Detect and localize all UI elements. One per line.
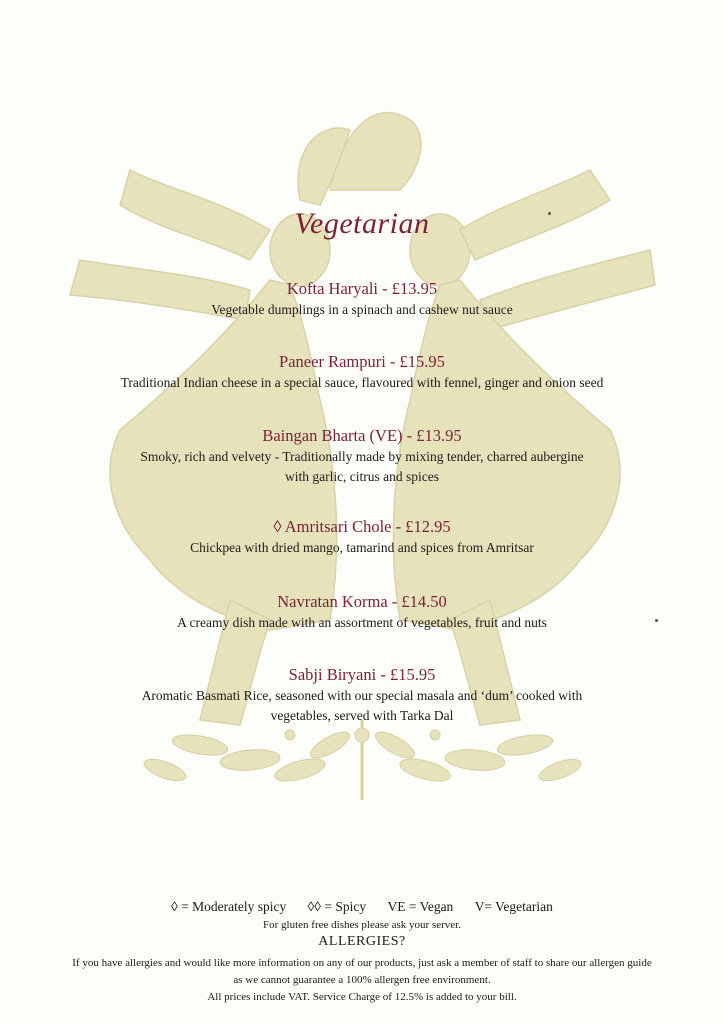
dish-description: Smoky, rich and velvety - Traditionally made by mixing tender, charred aubergine: [140, 449, 584, 464]
dish-description: Traditional Indian cheese in a special sauce, flavoured with fennel, ginger and onion seed: [120, 375, 604, 390]
floral-sprig-illustration: [142, 720, 584, 800]
allergies-note-line2: as we cannot guarantee a 100% allergen free environment.: [233, 974, 491, 986]
dish-name: Kofta Haryali - £13.95: [286, 279, 438, 298]
gluten-free-note: For gluten free dishes please ask your server.: [263, 919, 461, 931]
legend-moderately-spicy: ◊ = Moderately spicy: [171, 899, 287, 914]
menu-item: [40, 352, 684, 392]
dish-name: Baingan Bharta (VE) - £13.95: [262, 426, 462, 445]
menu-item: [40, 279, 684, 319]
dish-name: Navratan Korma - £14.50: [277, 592, 447, 611]
allergies-note-line1: If you have allergies and would like more information on any of our products, just ask a member of staff to share our allergen guide: [72, 957, 652, 969]
dietary-legend: [0, 899, 724, 915]
dish-description-continued: with garlic, citrus and spices: [284, 469, 440, 484]
dish-description: Vegetable dumplings in a spinach and cashew nut sauce: [211, 302, 513, 317]
dish-description-continued: vegetables, served with Tarka Dal: [270, 708, 454, 723]
prices-note: All prices include VAT. Service Charge of 12.5% is added to your bill.: [207, 991, 517, 1003]
legend-vegetarian: V= Vegetarian: [474, 899, 553, 914]
dish-name: ◊ Amritsari Chole - £12.95: [273, 517, 451, 536]
legend-vegan: VE = Vegan: [387, 899, 454, 914]
dish-name: Sabji Biryani - £15.95: [288, 665, 436, 684]
allergies-heading: ALLERGIES?: [318, 934, 406, 949]
menu-item: [40, 592, 684, 632]
menu-item: [40, 517, 684, 557]
menu-item: [40, 665, 684, 725]
dish-name: Paneer Rampuri - £15.95: [279, 352, 445, 371]
menu-item: [40, 426, 684, 486]
dish-description: A creamy dish made with an assortment of vegetables, fruit and nuts: [177, 615, 547, 630]
dish-description: Chickpea with dried mango, tamarind and spices from Amritsar: [190, 540, 534, 555]
legend-spicy: ◊◊ = Spicy: [307, 899, 367, 914]
dish-description: Aromatic Basmati Rice, seasoned with our special masala and ‘dum’ cooked with: [141, 688, 583, 703]
section-title: Vegetarian: [294, 207, 430, 240]
